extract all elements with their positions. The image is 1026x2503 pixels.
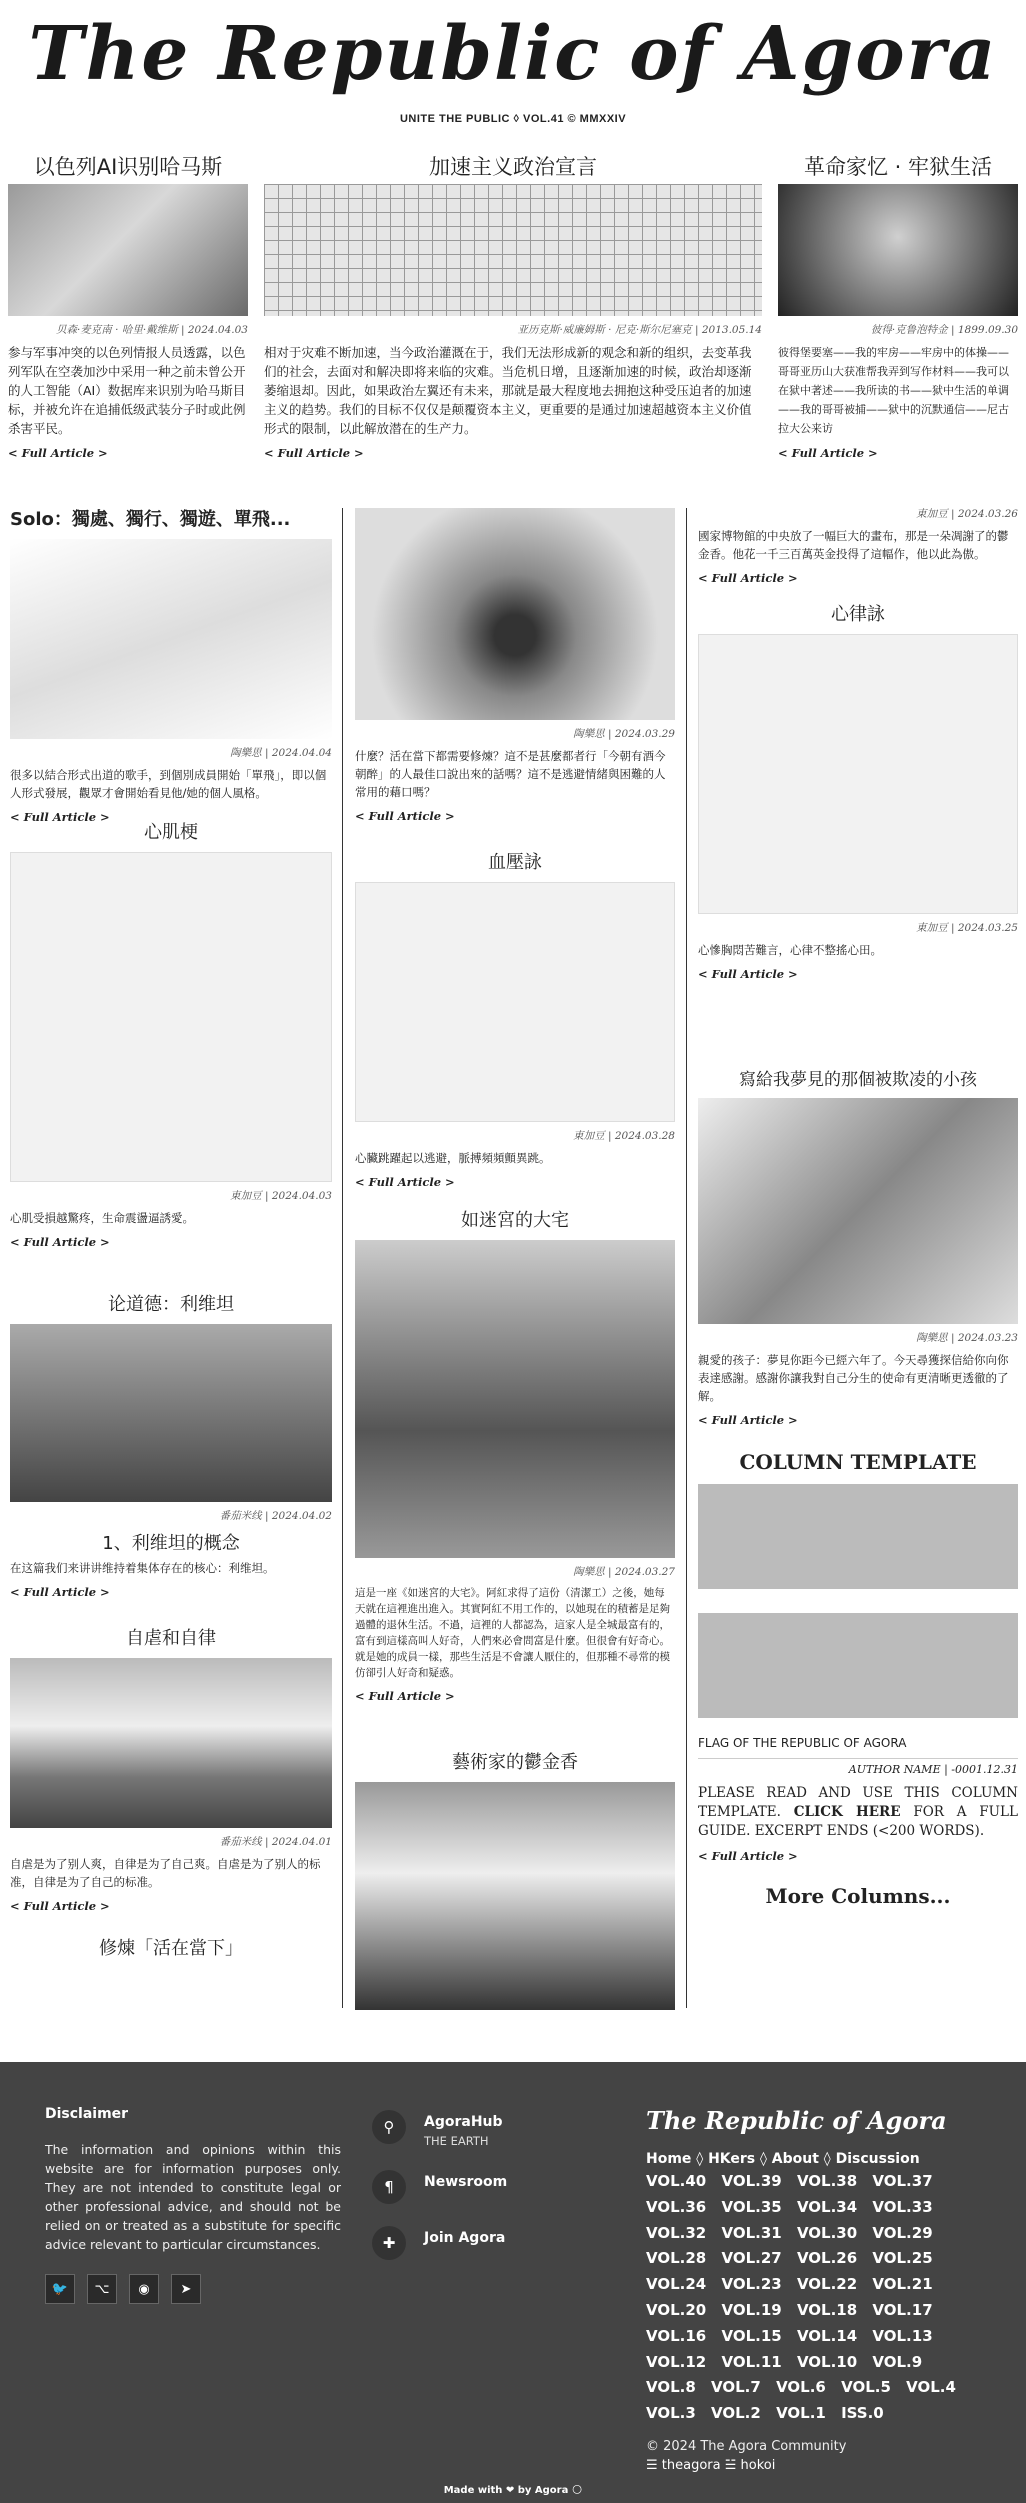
article-image[interactable] bbox=[355, 882, 675, 1122]
contact-title: Join Agora bbox=[424, 2230, 506, 2246]
join-agora-link[interactable] bbox=[372, 2226, 612, 2260]
newsroom-link[interactable] bbox=[372, 2170, 612, 2204]
article-excerpt: 自虐是为了别人爽，自律是为了自己爽。自虐是为了别人的标准，自律是为了自己的标准。 bbox=[10, 1857, 321, 1889]
archive-section bbox=[646, 2106, 986, 2473]
full-article-link[interactable]: < Full Article > bbox=[10, 1235, 110, 1249]
article-title[interactable]: 藝術家的鬱金香 bbox=[452, 1752, 578, 1773]
volume-link[interactable]: VOL.21 bbox=[872, 2275, 933, 2294]
volume-link[interactable]: VOL.16 bbox=[646, 2326, 707, 2345]
full-article-link[interactable]: < Full Article > bbox=[355, 809, 455, 823]
article-excerpt: 参与军事冲突的以色列情报人员透露，以色列军队在空袭加沙中采用一种之前未曾公开的人工智能（AI）数据库来识别为哈马斯目标，并被允许在追捕低级武装分子时或此例杀害平民。 bbox=[8, 345, 246, 436]
article-title[interactable]: Solo：獨處、獨行、獨遊、單飛... bbox=[10, 509, 291, 530]
article-byline: 彼得·克鲁泡特金 | 1899.09.30 bbox=[870, 324, 1018, 336]
article-byline: 亚历克斯·威廉姆斯 · 尼克·斯尔尼塞克 | 2013.05.14 bbox=[517, 324, 762, 336]
full-article-link[interactable]: < Full Article > bbox=[778, 446, 878, 460]
full-article-link[interactable]: < Full Article > bbox=[10, 1899, 110, 1913]
article-card bbox=[355, 1206, 675, 1704]
volume-link[interactable]: VOL.23 bbox=[721, 2275, 782, 2294]
article-byline: 番茄米线 | 2024.04.01 bbox=[219, 1836, 332, 1848]
full-article-link[interactable]: < Full Article > bbox=[698, 571, 798, 585]
full-article-link[interactable]: < Full Article > bbox=[698, 1849, 798, 1863]
article-card bbox=[698, 600, 1018, 982]
volume-link[interactable]: VOL.32 bbox=[646, 2223, 707, 2242]
agorahub-link[interactable] bbox=[372, 2110, 612, 2148]
article-byline: 陶樂思 | 2024.04.04 bbox=[230, 747, 332, 759]
article-image[interactable] bbox=[778, 184, 1018, 316]
article-title[interactable]: 修煉「活在當下」 bbox=[99, 1938, 243, 1959]
article-byline: 番茄米线 | 2024.04.02 bbox=[219, 1510, 332, 1522]
article-excerpt: 這是一座《如迷宮的大宅》。阿紅求得了這份（清潔工）之後，她每天就在這裡進出進入。其實阿紅不用工作的，以她現在的積蓄是足夠過體的退休生活。不過，這裡的人都認為，這家人是全城最富有的，富有到這樣高叫人好奇，人們來必會問富是什麼。但很會有好奇心。就是她的成員一樣，那些生活是不會讓人厭住的，但那種不尋常的模仿卻引人好奇和疑惑。 bbox=[355, 1587, 670, 1679]
article-excerpt: 彼得堡要塞——我的牢房——牢房中的体操——哥哥亚历山大获准帮我弄到写作材料——我可以在狱中著述——我所读的书——狱中生活的单调——我的哥哥被捕——狱中的沉默通信——尼古拉大公来访 bbox=[778, 346, 1009, 435]
volume-link[interactable]: VOL.13 bbox=[872, 2326, 933, 2345]
article-byline: 東加豆 | 2024.04.03 bbox=[230, 1190, 332, 1202]
article-byline: 陶樂思 | 2024.03.23 bbox=[916, 1332, 1018, 1344]
footer-logo[interactable]: The Republic of Agora bbox=[646, 2106, 947, 2135]
volume-link[interactable]: VOL.33 bbox=[872, 2197, 933, 2216]
featured-articles bbox=[0, 150, 1026, 485]
footer-links[interactable]: ☰ theagora ☱ hokoi bbox=[646, 2457, 776, 2473]
full-article-link[interactable]: < Full Article > bbox=[10, 1585, 110, 1599]
article-card bbox=[10, 818, 332, 1250]
full-article-link[interactable]: < Full Article > bbox=[698, 967, 798, 981]
volume-link[interactable]: VOL.15 bbox=[721, 2326, 782, 2345]
volume-link[interactable]: VOL.3 bbox=[646, 2404, 696, 2423]
paragraph-icon: ¶ bbox=[372, 2170, 406, 2204]
article-title[interactable]: 自虐和自律 bbox=[126, 1628, 216, 1649]
article-excerpt: 相对于灾难不断加速，当今政治灌溉在于，我们无法形成新的观念和新的组织，去变革我们的社会，去面对和解决即将来临的灾难。当危机日增，且逐渐加速的时候，政治却逐渐萎缩退却。因此，如果政治左翼还有未来，那就是最大程度地去拥抱这种受压迫者的加速主义的趋势。我们的目标不仅仅是颠覆资本主义，更重要的是通过加速超越资本主义价值形式的限制，以此解放潜在的生产力。 bbox=[264, 345, 752, 436]
volume-link[interactable]: VOL.8 bbox=[646, 2378, 696, 2397]
volume-link[interactable]: VOL.40 bbox=[646, 2172, 707, 2190]
template-image[interactable] bbox=[698, 1484, 1018, 1589]
article-card bbox=[355, 1748, 675, 2010]
github-icon[interactable]: ⌥ bbox=[87, 2274, 117, 2304]
volume-link[interactable]: VOL.29 bbox=[872, 2223, 933, 2242]
more-columns-link[interactable]: More Columns... bbox=[765, 1884, 951, 1908]
full-article-link[interactable]: < Full Article > bbox=[10, 810, 110, 824]
article-byline: 陶樂思 | 2024.03.29 bbox=[573, 728, 675, 740]
template-description bbox=[698, 1784, 1018, 1841]
article-title[interactable]: 加速主义政治宣言 bbox=[429, 155, 597, 179]
copyright: © 2024 The Agora Community bbox=[646, 2438, 847, 2454]
volume-list bbox=[646, 2169, 986, 2427]
article-byline: 東加豆 | 2024.03.25 bbox=[916, 922, 1018, 934]
featured-article-2 bbox=[264, 150, 762, 485]
click-here-link[interactable]: CLICK HERE bbox=[793, 1804, 901, 1820]
full-article-link[interactable]: < Full Article > bbox=[698, 1413, 798, 1427]
volume-link[interactable]: VOL.36 bbox=[646, 2197, 707, 2216]
article-title[interactable]: 论道德：利维坦 bbox=[108, 1294, 234, 1315]
volume-link[interactable]: ISS.0 bbox=[841, 2404, 884, 2423]
full-article-link[interactable]: < Full Article > bbox=[355, 1175, 455, 1189]
article-title[interactable]: 如迷宮的大宅 bbox=[461, 1210, 569, 1231]
volume-link[interactable]: VOL.14 bbox=[796, 2326, 858, 2345]
volume-link[interactable]: VOL.28 bbox=[646, 2249, 707, 2268]
article-image[interactable] bbox=[264, 184, 762, 316]
disclaimer-section bbox=[45, 2106, 341, 2304]
template-desc-text: PLEASE READ AND USE THIS COLUMN TEMPLATE. bbox=[698, 1785, 1018, 1820]
article-card bbox=[10, 505, 332, 825]
disclaimer-title: Disclaimer bbox=[45, 2106, 129, 2122]
volume-link[interactable]: VOL.1 bbox=[776, 2404, 826, 2423]
article-title[interactable]: 寫給我夢見的那個被欺凌的小孩 bbox=[739, 1070, 977, 1090]
article-card bbox=[10, 1624, 332, 1914]
article-image[interactable] bbox=[10, 539, 332, 739]
article-title[interactable]: 革命家忆 · 牢狱生活 bbox=[803, 155, 993, 179]
article-subtitle: 1、利维坦的概念 bbox=[102, 1533, 240, 1554]
volume-link[interactable]: VOL.22 bbox=[796, 2275, 858, 2294]
article-card bbox=[355, 848, 675, 1190]
volume-link[interactable]: VOL.6 bbox=[776, 2378, 826, 2397]
article-columns bbox=[0, 500, 1026, 2012]
article-excerpt: 什麼？活在當下都需要修煉？這不是甚麼都者行「今朝有酒今朝醉」的人最佳口說出來的話嗎？這不是逃避情緒與困難的人常用的藉口嗎？ bbox=[355, 749, 666, 799]
contact-title: AgoraHub bbox=[424, 2114, 503, 2130]
article-byline: 東加豆 | 2024.03.26 bbox=[916, 508, 1018, 520]
volume-link[interactable]: VOL.20 bbox=[646, 2300, 707, 2319]
volume-link[interactable]: VOL.37 bbox=[872, 2172, 933, 2190]
article-excerpt: 很多以結合形式出道的歌手，到個別成員開始「單飛」，即以個人形式發展，觀眾才會開始看見他/她的個人風格。 bbox=[10, 768, 327, 800]
site-title[interactable]: The Republic of Agora bbox=[28, 11, 998, 97]
volume-link[interactable]: VOL.11 bbox=[721, 2352, 782, 2371]
full-article-link[interactable]: < Full Article > bbox=[264, 446, 364, 460]
article-byline: 贝森·麦克南 · 哈里·戴维斯 | 2024.04.03 bbox=[55, 324, 248, 336]
telegram-icon[interactable]: ➤ bbox=[171, 2274, 201, 2304]
full-article-link[interactable]: < Full Article > bbox=[8, 446, 108, 460]
puzzle-icon: ✚ bbox=[372, 2226, 406, 2260]
article-title[interactable]: 心肌梗 bbox=[144, 822, 198, 843]
article-image[interactable] bbox=[10, 852, 332, 1182]
article-image[interactable] bbox=[355, 1782, 675, 2010]
article-image[interactable] bbox=[698, 634, 1018, 914]
volume-link[interactable]: VOL.19 bbox=[721, 2300, 782, 2319]
volume-link[interactable]: VOL.7 bbox=[711, 2378, 761, 2397]
volume-link[interactable]: VOL.24 bbox=[646, 2275, 707, 2294]
column-divider bbox=[686, 508, 687, 2008]
column-divider bbox=[342, 508, 343, 2008]
article-title[interactable]: 心律詠 bbox=[831, 604, 885, 625]
footer-nav[interactable]: Home ◊ HKers ◊ About ◊ Discussion bbox=[646, 2151, 920, 2167]
contact-section bbox=[372, 2110, 612, 2282]
article-byline: 東加豆 | 2024.03.28 bbox=[573, 1130, 675, 1142]
volume-link[interactable]: VOL.17 bbox=[872, 2300, 933, 2319]
volume-link[interactable]: VOL.10 bbox=[796, 2352, 858, 2371]
article-image[interactable] bbox=[355, 508, 675, 720]
template-title: COLUMN TEMPLATE bbox=[739, 1450, 977, 1474]
volume-line: UNITE THE PUBLIC ◊ VOL.41 © MMXXIV bbox=[399, 113, 627, 126]
article-excerpt: 心肌受損越驚疼，生命震盪逼誘愛。 bbox=[10, 1211, 194, 1225]
twitter-icon[interactable]: 🐦 bbox=[45, 2274, 75, 2304]
template-image[interactable] bbox=[698, 1613, 1018, 1718]
article-excerpt: 國家博物館的中央放了一幅巨大的畫布，那是一朵凋謝了的鬱金香。他花一千三百萬英金投得了這幅作，他以此為傲。 bbox=[698, 529, 1009, 561]
article-title[interactable]: 以色列AI识别哈马斯 bbox=[33, 155, 223, 179]
made-with: Made with ❤ by Agora 🌕 bbox=[443, 2485, 583, 2496]
article-image[interactable] bbox=[698, 1098, 1018, 1324]
volume-link[interactable]: VOL.9 bbox=[872, 2352, 923, 2371]
article-excerpt: 心臟跳躍起以逃避，脈搏頻頻顫異跳。 bbox=[355, 1151, 551, 1165]
article-byline: 陶樂思 | 2024.03.27 bbox=[573, 1566, 675, 1578]
volume-link[interactable]: VOL.34 bbox=[796, 2197, 858, 2216]
article-card bbox=[698, 1065, 1018, 1428]
featured-article-3 bbox=[778, 150, 1018, 485]
article-excerpt: 在这篇我们来讲讲维持着集体存在的核心：利维坦。 bbox=[10, 1561, 275, 1575]
featured-article-1 bbox=[8, 150, 248, 485]
volume-link[interactable]: VOL.2 bbox=[711, 2404, 761, 2423]
location-icon: ⚲ bbox=[372, 2110, 406, 2144]
volume-link[interactable]: VOL.35 bbox=[721, 2197, 782, 2216]
contact-sub: THE EARTH bbox=[424, 2134, 489, 2148]
social-links bbox=[45, 2274, 341, 2304]
volume-link[interactable]: VOL.5 bbox=[841, 2378, 891, 2397]
volume-link[interactable]: VOL.18 bbox=[796, 2300, 858, 2319]
template-caption: FLAG OF THE REPUBLIC OF AGORA bbox=[698, 1736, 907, 1750]
article-image[interactable] bbox=[8, 184, 248, 316]
footer bbox=[0, 2062, 1026, 2503]
volume-link[interactable]: VOL.27 bbox=[721, 2249, 782, 2268]
volume-link[interactable]: VOL.26 bbox=[796, 2249, 858, 2268]
article-card bbox=[10, 1290, 332, 1600]
masthead bbox=[0, 0, 1026, 150]
article-image[interactable] bbox=[355, 1240, 675, 1558]
volume-link[interactable]: VOL.31 bbox=[721, 2223, 782, 2242]
disclaimer-text: The information and opinions within this website are for information purposes only. They are not intended to constitute legal or other professional advice, and should not be relied on or treated as a substitute for specific advice relevant to particular circumstances. bbox=[45, 2142, 341, 2252]
article-card bbox=[698, 500, 1018, 586]
volume-link[interactable]: VOL.25 bbox=[872, 2249, 933, 2268]
template-author: AUTHOR NAME | -0001.12.31 bbox=[698, 1758, 1018, 1776]
article-image[interactable] bbox=[10, 1658, 332, 1828]
article-excerpt: 心慘胸悶苦難言，心律不整搖心田。 bbox=[698, 943, 882, 957]
volume-link[interactable]: VOL.30 bbox=[796, 2223, 858, 2242]
article-card bbox=[10, 1934, 332, 1968]
volume-link[interactable]: VOL.38 bbox=[796, 2172, 858, 2190]
contact-title: Newsroom bbox=[424, 2174, 508, 2190]
article-card bbox=[355, 508, 675, 824]
full-article-link[interactable]: < Full Article > bbox=[355, 1689, 455, 1703]
volume-link[interactable]: VOL.39 bbox=[721, 2172, 782, 2190]
volume-link[interactable]: VOL.12 bbox=[646, 2352, 707, 2371]
article-title[interactable]: 血壓詠 bbox=[488, 852, 542, 873]
article-excerpt: 親愛的孩子：夢見你距今已經六年了。今天尋獲探信給你向你表達感謝。感謝你讓我對自己分生的使命有更清晰更透徹的了解。 bbox=[698, 1353, 1009, 1403]
column-template bbox=[698, 1450, 1018, 1908]
volume-link[interactable]: VOL.4 bbox=[906, 2378, 956, 2397]
reddit-icon[interactable]: ◉ bbox=[129, 2274, 159, 2304]
template-desc-text: FOR A FULL GUIDE. EXCERPT ENDS (<200 WORDS). bbox=[698, 1804, 1018, 1839]
article-image[interactable] bbox=[10, 1324, 332, 1502]
